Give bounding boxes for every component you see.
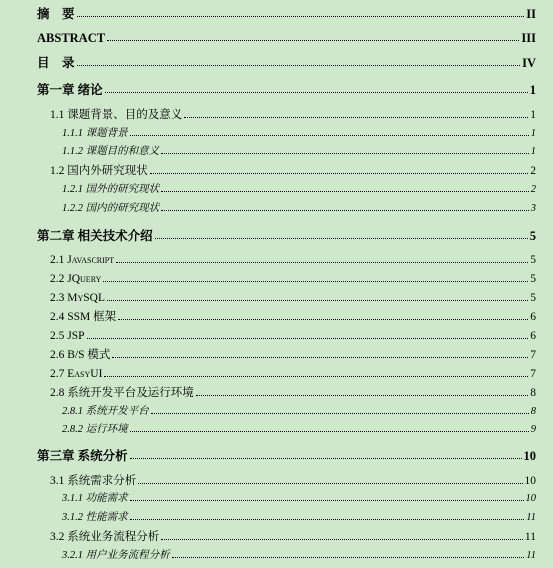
leader-dots [103,281,528,282]
toc-entry-page: 11 [526,549,536,561]
toc-entry-label: 3.1.2 性能需求 [62,511,128,523]
toc-entry-page: 3 [530,202,536,214]
leader-dots [77,65,521,66]
toc-entry-1-1[interactable] [50,106,536,121]
toc-entry-label: 1.2 国内外研究现状 [50,164,148,177]
toc-entry-page: 1 [530,108,536,121]
toc-entry-2-4[interactable] [50,308,536,323]
leader-dots [112,357,528,358]
toc-entry-3-2[interactable] [50,528,536,543]
leader-dots [151,413,529,414]
toc-entry-1-1-1[interactable] [62,125,536,139]
leader-dots [184,117,528,118]
leader-dots [130,431,529,432]
toc-entry-3-2-1[interactable] [62,547,536,561]
toc-entry-label: 2.8.1 系统开发平台 [62,405,149,417]
toc-entry-2-8-1[interactable] [62,403,536,417]
toc-entry-label: 3.1.1 功能需求 [62,492,128,504]
toc-entry-page: 8 [530,386,536,399]
toc-entry-2-8[interactable] [50,384,536,399]
toc-entry-chapter-1[interactable] [37,80,536,96]
toc-entry-contents[interactable] [37,53,536,69]
toc-entry-page: 2 [530,183,536,195]
toc-entry-label: 1.1.1 课题背景 [62,127,128,139]
leader-dots [105,92,528,93]
leader-dots [150,173,529,174]
toc-entry-1-2-2[interactable] [62,200,536,214]
toc-entry-3-1[interactable] [50,472,536,487]
leader-dots [155,238,528,239]
leader-dots [77,16,525,17]
leader-dots [130,500,524,501]
toc-entry-label: 2.3 MySQL [50,291,105,304]
leader-dots [161,210,529,211]
toc-entry-label: 3.2.1 用户业务流程分析 [62,549,170,561]
toc-entry-label: 1.1.2 课题目的和意义 [62,145,160,157]
leader-dots [130,519,525,520]
toc-entry-label: 2.5 JSP [50,329,85,342]
toc-entry-label: 1.2.2 国内的研究现状 [62,202,160,214]
toc-entry-page: 5 [529,228,536,242]
toc-entry-page: 5 [530,291,536,304]
leader-dots [130,135,529,136]
toc-entry-page: III [521,30,536,44]
leader-dots [130,458,522,459]
toc-entry-2-7[interactable] [50,365,536,380]
toc-entry-label: 2.6 B/S 模式 [50,348,111,361]
toc-entry-label: 2.8.2 运行环境 [62,423,128,435]
toc-entry-2-3[interactable] [50,289,536,304]
toc-entry-page: II [526,6,536,20]
toc-entry-2-1[interactable] [50,251,536,266]
toc-entry-label: 1.1 课题背景、目的及意义 [50,108,183,121]
toc-entry-page: 9 [530,423,536,435]
toc-entry-2-6[interactable] [50,346,536,361]
toc-entry-page: 6 [530,310,536,323]
toc-entry-label: 3.2 系统业务流程分析 [50,530,160,543]
leader-dots [107,300,528,301]
toc-entry-page: 10 [525,492,536,504]
toc-entry-1-2-1[interactable] [62,181,536,195]
leader-dots [161,191,529,192]
leader-dots [196,395,529,396]
toc-entry-abstract-en[interactable] [37,28,536,44]
toc-entry-page: 10 [524,474,536,487]
toc-entry-label: 目 录 [37,55,75,69]
toc-entry-page: 11 [524,530,536,543]
toc-entry-label: 2.1 Javascript [50,253,115,266]
toc-entry-2-8-2[interactable] [62,421,536,435]
leader-dots [118,319,528,320]
toc-entry-abstract-cn[interactable] [37,4,536,20]
toc-entry-label: 2.2 JQuery [50,272,102,285]
toc-entry-3-1-1[interactable] [62,490,536,504]
toc-entry-page: 2 [530,164,536,177]
toc-entry-label: 第一章 绪论 [37,82,103,96]
leader-dots [161,539,523,540]
toc-entry-page: IV [522,55,536,69]
toc-entry-chapter-2[interactable] [37,226,536,242]
toc-entry-2-5[interactable] [50,327,536,342]
toc-entry-page: 11 [526,511,536,523]
toc-entry-page: 7 [530,367,536,380]
toc-entry-1-1-2[interactable] [62,143,536,157]
toc-entry-page: 6 [530,329,536,342]
leader-dots [116,262,528,263]
toc-entry-page: 10 [523,448,536,462]
toc-entry-page: 5 [530,272,536,285]
leader-dots [138,483,522,484]
leader-dots [87,338,529,339]
toc-entry-label: 第二章 相关技术介绍 [37,228,153,242]
toc-entry-label: 1.2.1 国外的研究现状 [62,183,160,195]
toc-entry-page: 5 [530,253,536,266]
toc-entry-label: 2.4 SSM 框架 [50,310,117,323]
toc-entry-1-2[interactable] [50,162,536,177]
leader-dots [161,153,529,154]
toc-entry-3-1-2[interactable] [62,509,536,523]
toc-entry-label: 3.1 系统需求分析 [50,474,137,487]
toc-entry-label: 摘 要 [37,6,75,20]
toc-entry-page: 7 [530,348,536,361]
leader-dots [104,376,528,377]
toc-entry-page: 1 [529,82,536,96]
toc-entry-label: 第三章 系统分析 [37,448,128,462]
toc-entry-label: 2.7 EasyUI [50,367,103,380]
toc-entry-page: 8 [530,405,536,417]
toc-entry-label: 2.8 系统开发平台及运行环境 [50,386,194,399]
toc-entry-2-2[interactable] [50,270,536,285]
leader-dots [172,557,525,558]
toc-entry-page: 1 [530,127,536,139]
leader-dots [107,40,519,41]
toc-entry-chapter-3[interactable] [37,446,536,462]
toc-entry-page: 1 [530,145,536,157]
toc-entry-label: ABSTRACT [37,30,106,44]
